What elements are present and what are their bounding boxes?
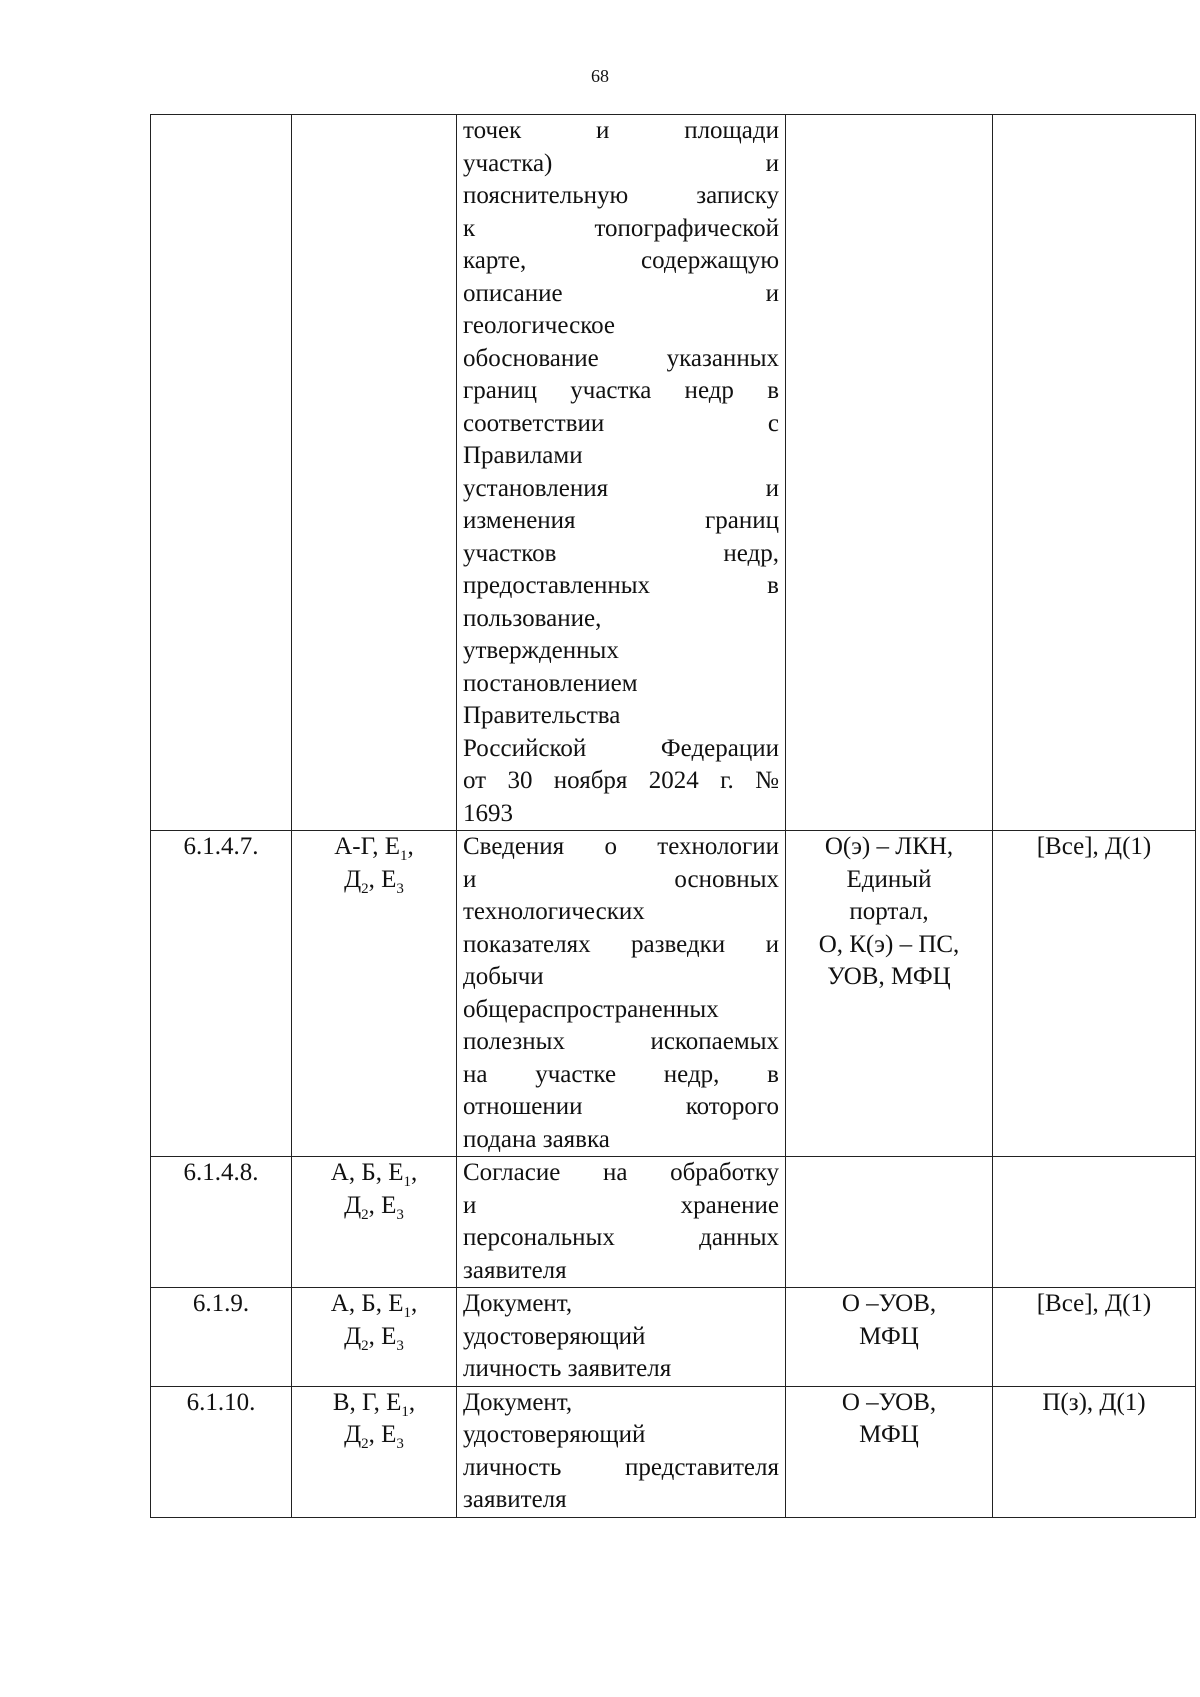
description-line: от 30 ноября 2024 г. № <box>463 767 779 794</box>
description-line: участков недр, <box>463 539 779 567</box>
description-line: предоставленных в <box>463 572 779 599</box>
submission-method-cell <box>786 115 993 831</box>
description-line: заявителя <box>463 1256 567 1284</box>
table-row <box>151 115 1196 831</box>
description-line: утвержденных <box>463 637 619 664</box>
description-line: точек и площади <box>463 117 779 144</box>
description-line: обоснование указанных <box>463 344 779 372</box>
category-line: $Д_2$, $Е_3$ <box>344 1191 404 1223</box>
description-line: и основных <box>463 865 779 893</box>
applicant-category-cell <box>292 115 457 831</box>
submission-method-line: УОВ, МФЦ <box>827 963 951 990</box>
submission-method-cell <box>786 831 993 1157</box>
description-line: удостоверяющий <box>463 1421 646 1448</box>
description-line: описание и <box>463 279 779 307</box>
description-line: заявителя <box>463 1486 567 1513</box>
description-line: показателях разведки и <box>463 930 779 958</box>
item-number-cell: 6.1.9. <box>151 1288 292 1387</box>
description-line: карте, содержащую <box>463 247 779 274</box>
table-row <box>151 1157 1196 1288</box>
submission-method-line: портал, <box>849 898 929 925</box>
description-line: 1693 <box>463 799 513 827</box>
category-line: $Д_2$, $Е_3$ <box>344 1322 404 1354</box>
description-line: Документ, <box>463 1290 573 1317</box>
description-line: Правилами <box>463 442 583 469</box>
submission-method-cell <box>786 1288 993 1387</box>
description-line: к топографической <box>463 214 779 242</box>
description-line: полезных ископаемых <box>463 1028 779 1055</box>
description-line: изменения границ <box>463 507 779 534</box>
table-row <box>151 1288 1196 1387</box>
item-number-cell: 6.1.10. <box>151 1386 292 1517</box>
description-line: Документ, <box>463 1388 573 1416</box>
applicant-category-cell <box>292 1288 457 1387</box>
item-number-cell <box>151 115 292 831</box>
applicant-category-cell <box>292 831 457 1157</box>
requirement-cell: [Все], Д(1) <box>993 1288 1196 1387</box>
description-line: постановлением <box>463 669 638 697</box>
description-line: пояснительную записку <box>463 182 779 209</box>
description-line: соответствии с <box>463 409 779 437</box>
document-table <box>150 114 1196 1518</box>
submission-method-line: О –УОВ, <box>841 1388 937 1416</box>
description-line: личность представителя <box>463 1453 779 1481</box>
description-line: личность заявителя <box>463 1355 672 1382</box>
item-number-cell: 6.1.4.8. <box>151 1157 292 1288</box>
description-line: персональных данных <box>463 1224 779 1251</box>
requirement-cell: [Все], Д(1) <box>993 831 1196 1157</box>
description-line: границ участка недр в <box>463 377 779 404</box>
submission-method-line: О –УОВ, <box>841 1290 937 1317</box>
submission-method-cell <box>786 1386 993 1517</box>
submission-method-line: МФЦ <box>859 1322 919 1350</box>
description-line: добычи <box>463 963 544 990</box>
document-description-cell <box>457 831 786 1157</box>
document-description-cell <box>457 115 786 831</box>
category-line: $Д_2$, $Е_3$ <box>344 865 404 897</box>
document-description-cell <box>457 1288 786 1387</box>
table-row <box>151 831 1196 1157</box>
table-row <box>151 1386 1196 1517</box>
document-description-cell <box>457 1386 786 1517</box>
description-line: общераспространенных <box>463 995 719 1023</box>
applicant-category-cell <box>292 1386 457 1517</box>
document-description-cell <box>457 1157 786 1288</box>
page-number: 68 <box>591 66 609 86</box>
requirement-cell: П(з), Д(1) <box>993 1386 1196 1517</box>
description-line: отношении которого <box>463 1093 779 1120</box>
description-line: и хранение <box>463 1191 779 1219</box>
table-body <box>151 115 1196 1518</box>
submission-method-line: О, К(э) – ПС, <box>818 930 960 958</box>
submission-method-cell <box>786 1157 993 1288</box>
item-number-cell: 6.1.4.7. <box>151 831 292 1157</box>
applicant-category-cell <box>292 1157 457 1288</box>
description-line: на участке недр, в <box>463 1060 779 1088</box>
submission-method-line: Единый <box>846 865 932 893</box>
category-line: $Д_2$, $Е_3$ <box>344 1421 404 1452</box>
category-line: А-Г, $Е_1$, <box>334 833 414 864</box>
description-line: подана заявка <box>463 1125 610 1153</box>
description-line: Правительства <box>463 702 621 729</box>
description-line: установления и <box>463 474 779 502</box>
submission-method-line: О(э) – ЛКН, <box>824 833 954 860</box>
description-line: пользование, <box>463 604 602 632</box>
category-line: А, Б, $Е_1$, <box>330 1290 418 1321</box>
description-line: удостоверяющий <box>463 1322 646 1350</box>
description-line: Сведения о технологии <box>463 833 779 860</box>
category-line: В, Г, $Е_1$, <box>332 1388 416 1420</box>
description-line: технологических <box>463 898 645 925</box>
description-line: геологическое <box>463 312 615 339</box>
requirement-cell <box>993 1157 1196 1288</box>
description-line: участка) и <box>463 149 779 177</box>
description-line: Российской Федерации <box>463 734 779 762</box>
requirement-cell <box>993 115 1196 831</box>
description-line: Согласие на обработку <box>463 1159 779 1186</box>
submission-method-line: МФЦ <box>859 1421 919 1448</box>
category-line: А, Б, $Е_1$, <box>330 1159 418 1190</box>
